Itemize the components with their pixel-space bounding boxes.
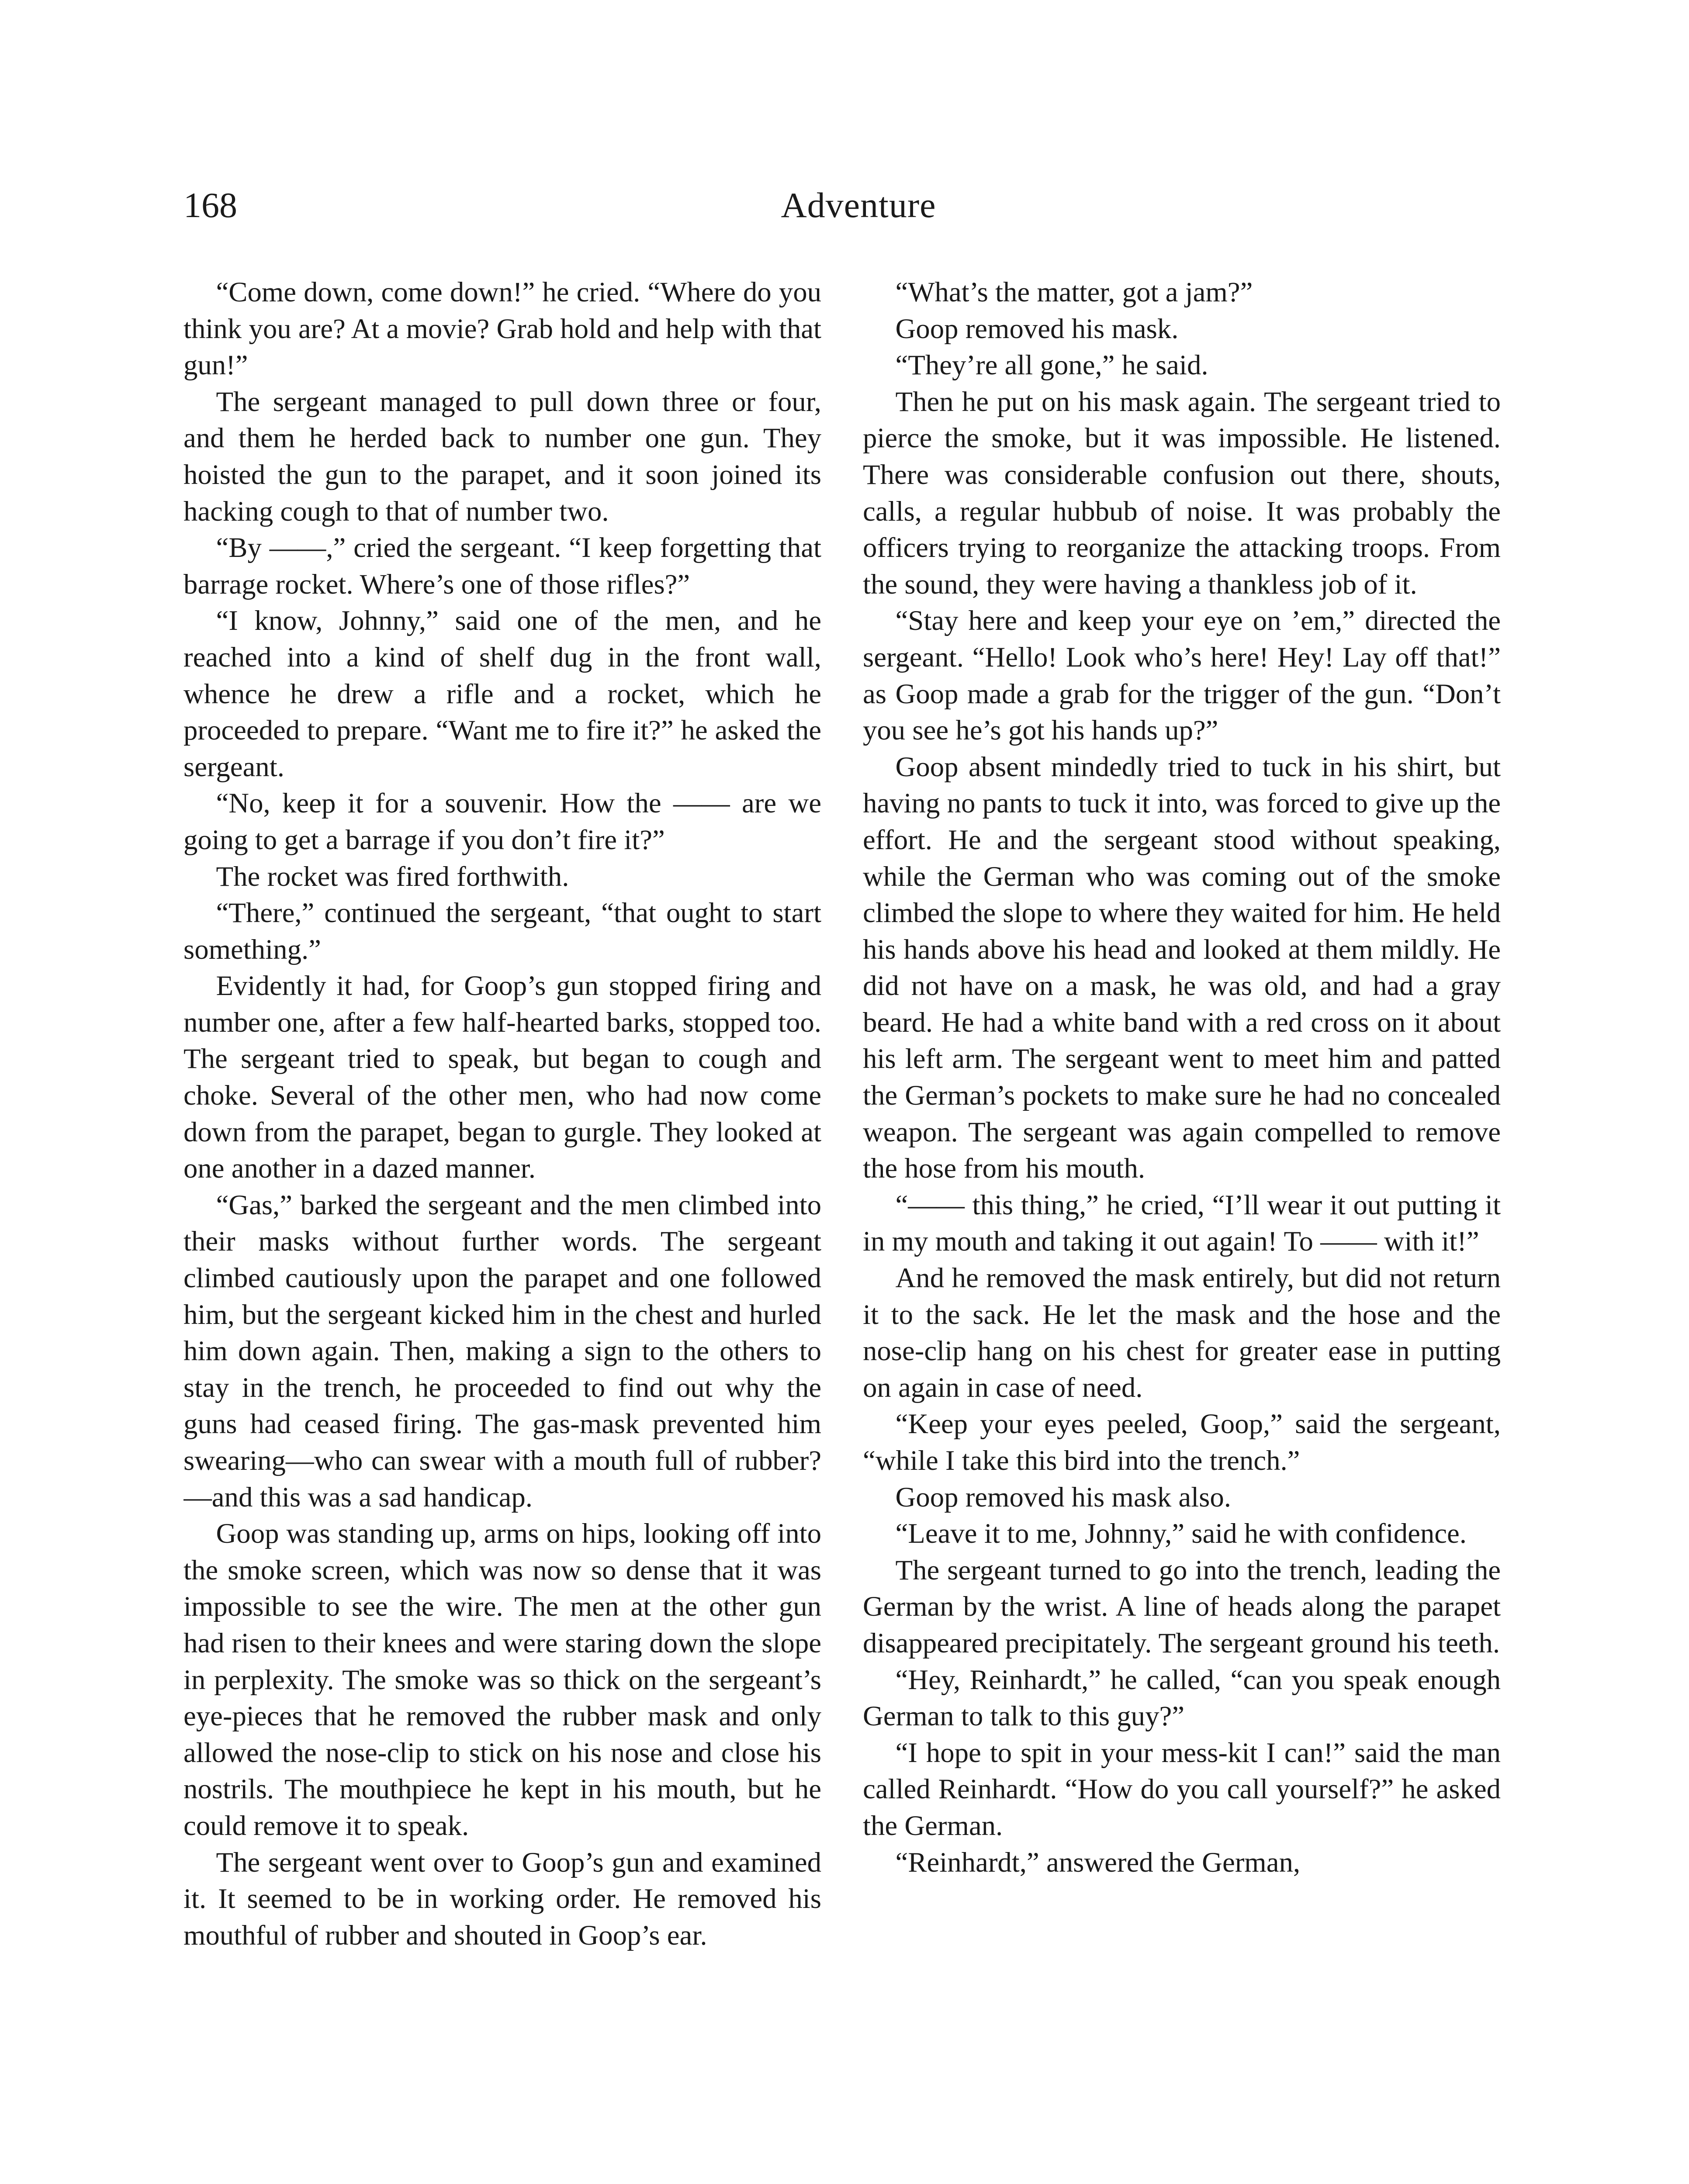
right-text-column xyxy=(863,274,1501,2184)
paragraph: “What’s the matter, got a jam?” xyxy=(895,276,1253,308)
paragraph: Goop removed his mask also. xyxy=(895,1481,1231,1513)
paragraph: “I hope to spit in your mess-kit I can!” said the man called Reinhardt. “How do you call yourself?” he asked the German. xyxy=(863,1737,1501,1842)
paragraph: “Reinhardt,” answered the German, xyxy=(895,1846,1301,1878)
paragraph: “They’re all gone,” he said. xyxy=(895,349,1208,381)
paragraph: Goop removed his mask. xyxy=(895,313,1179,345)
paragraph: The rocket was fired forthwith. xyxy=(216,860,569,892)
paragraph: The sergeant turned to go into the trench, leading the German by the wrist. A line of heads along the parapet disappeared precipitately. The sergeant ground his teeth. xyxy=(863,1554,1501,1659)
paragraph: Goop was standing up, arms on hips, looking off into the smoke screen, which was now so dense that it was impossible to see the wire. The men at the other gun had risen to their knees and were staring down the slope in perplexity. The smoke was so thick on the sergeant’s eye-pieces that he removed the rubber mask and only allowed the nose-clip to stick on his nose and close his nostrils. The mouthpiece he kept in his mouth, but he could remove it to speak. xyxy=(183,1518,821,1842)
paragraph: “Come down, come down!” he cried. “Where do you think you are? At a movie? Grab hold and help with that gun!” xyxy=(183,276,821,381)
paragraph: “Gas,” barked the sergeant and the men climbed into their masks without further words. The sergeant climbed cautiously upon the parapet and one followed him, but the sergeant kicked him in the chest and hurled him down again. Then, making a sign to the others to stay in the trench, he proceeded to find out why the guns had ceased firing. The gas-mask prevented him swearing—who can swear with a mouth full of rubber?—and this was a sad handicap. xyxy=(183,1189,821,1513)
paragraph: “By ——,” cried the sergeant. “I keep forgetting that barrage rocket. Where’s one of those rifles?” xyxy=(183,532,821,600)
running-title: Adventure xyxy=(781,185,936,225)
left-text-column xyxy=(183,274,821,2184)
paragraph: The sergeant managed to pull down three or four, and them he herded back to number one gun. They hoisted the gun to the parapet, and it soon joined its hacking cough to that of number two. xyxy=(183,386,821,527)
paragraph: The sergeant went over to Goop’s gun and examined it. It seemed to be in working order. He removed his mouthful of rubber and shouted in Goop’s ear. xyxy=(183,1846,821,1951)
paragraph: “Hey, Reinhardt,” he called, “can you speak enough German to talk to this guy?” xyxy=(863,1664,1501,1732)
paragraph: “Keep your eyes peeled, Goop,” said the sergeant, “while I take this bird into the trench.” xyxy=(863,1408,1501,1476)
paragraph: “I know, Johnny,” said one of the men, and he reached into a kind of shelf dug in the front wall, whence he drew a rifle and a rocket, which he proceeded to prepare. “Want me to fire it?” he asked the sergeant. xyxy=(183,605,821,783)
paragraph: “No, keep it for a souvenir. How the —— are we going to get a barrage if you don’t fire it?” xyxy=(183,788,821,856)
paragraph: Then he put on his mask again. The sergeant tried to pierce the smoke, but it was impossible. He listened. There was considerable confusion out there, shouts, calls, a regular hubbub of noise. It was probably the officers trying to reorganize the attacking troops. From the sound, they were having a thankless job of it. xyxy=(863,386,1501,600)
paragraph: Goop absent mindedly tried to tuck in his shirt, but having no pants to tuck it into, was forced to give up the effort. He and the sergeant stood without speaking, while the German who was coming out of the smoke climbed the slope to where they waited for him. He held his hands above his head and looked at them mildly. He did not have on a mask, he was old, and had a gray beard. He had a white band with a red cross on it about his left arm. The sergeant went to meet him and patted the German’s pockets to make sure he had no concealed weapon. The sergeant was again compelled to remove the hose from his mouth. xyxy=(863,751,1501,1185)
paragraph: “—— this thing,” he cried, “I’ll wear it out putting it in my mouth and taking it out again! To —— with it!” xyxy=(863,1189,1501,1258)
paragraph: And he removed the mask entirely, but did not return it to the sack. He let the mask and the hose and the nose-clip hang on his chest for greater ease in putting on again in case of need. xyxy=(863,1262,1501,1403)
paragraph: Evidently it had, for Goop’s gun stopped firing and number one, after a few half-hearted barks, stopped too. The sergeant tried to speak, but began to cough and choke. Several of the other men, who had now come down from the parapet, began to gurgle. They looked at one another in a dazed manner. xyxy=(183,970,821,1185)
paragraph: “Stay here and keep your eye on ’em,” directed the sergeant. “Hello! Look who’s here! Hey! Lay off that!” as Goop made a grab for the trigger of the gun. “Don’t you see he’s got his hands up?” xyxy=(863,605,1501,746)
page-header xyxy=(183,175,1533,240)
paragraph: “There,” continued the sergeant, “that ought to start something.” xyxy=(183,897,821,965)
paragraph: “Leave it to me, Johnny,” said he with confidence. xyxy=(895,1518,1467,1550)
page-number: 168 xyxy=(183,185,237,225)
